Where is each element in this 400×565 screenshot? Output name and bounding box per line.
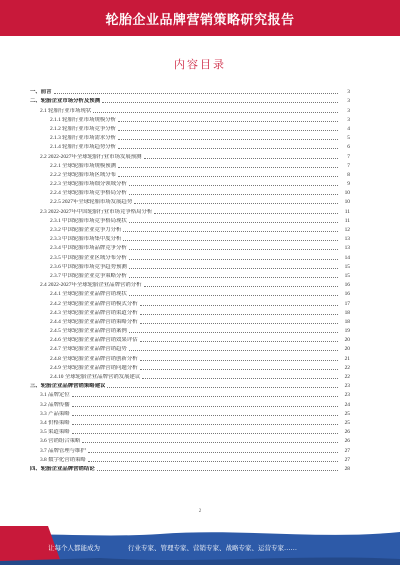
toc-entry-page: 26 — [344, 438, 350, 445]
footer-banner — [0, 526, 400, 565]
toc-leader-dots — [107, 386, 338, 388]
toc-entry-label: 2.3.1 中国轮胎市场竞争格局现状 — [50, 217, 127, 224]
toc-entry-page: 5 — [347, 135, 350, 142]
toc-entry-label: 3.5 渠道策略 — [40, 429, 70, 436]
toc-entry[interactable] — [30, 233, 350, 242]
toc-entry[interactable] — [30, 444, 350, 453]
toc-entry-page: 15 — [344, 263, 350, 270]
toc-entry[interactable] — [30, 389, 350, 398]
toc-entry[interactable] — [30, 95, 350, 104]
toc-entry-label: 2.4.7 全球轮胎企业品牌营销趋势 — [50, 346, 127, 353]
toc-entry-page: 16 — [344, 282, 350, 289]
toc-leader-dots — [134, 202, 338, 204]
toc-entry-page: 11 — [344, 217, 350, 224]
toc-entry-label: 2.3.4 中国轮胎市场品牌竞争分析 — [50, 245, 127, 252]
toc-entry-page: 20 — [344, 337, 350, 344]
toc-entry-label: 2.4.3 全球轮胎企业品牌营销渠道分析 — [50, 309, 138, 316]
toc-leader-dots — [123, 230, 338, 232]
toc-leader-dots — [102, 101, 338, 103]
toc-entry-page: 21 — [344, 355, 350, 362]
toc-entry-label: 2.4.10 全球轮胎企业品牌营销发展建议 — [50, 374, 141, 380]
toc-heading: 内容目录 — [174, 58, 226, 71]
toc-entry[interactable] — [30, 325, 350, 334]
report-title: 轮胎企业品牌营销策略研究报告 — [105, 13, 295, 28]
toc-entry-page: 25 — [344, 419, 350, 426]
toc-entry-page: 17 — [344, 300, 350, 307]
toc-entry-page: 10 — [344, 190, 350, 197]
toc-entry[interactable] — [30, 316, 350, 325]
toc-entry-page: 19 — [344, 328, 350, 335]
toc-leader-dots — [129, 349, 338, 351]
toc-entry[interactable] — [30, 270, 350, 279]
toc-entry-label: 2.2.3 全球轮胎市场细分领域分析 — [50, 181, 127, 188]
toc-entry[interactable] — [30, 104, 350, 113]
toc-entry[interactable] — [30, 279, 350, 288]
toc-entry-page: 23 — [344, 392, 350, 399]
toc-entry-page: 7 — [347, 153, 350, 160]
toc-entry-page: 6 — [347, 144, 350, 151]
toc-leader-dots — [129, 248, 338, 250]
toc-entry-label: 2.2.5 2027年全球轮胎市场发展趋势 — [50, 199, 133, 206]
toc-entry[interactable] — [30, 261, 350, 270]
toc-entry-page: 8 — [347, 171, 350, 178]
footer-tags: 行业专家、管理专家、营销专家、战略专家、运营专家…… — [128, 544, 297, 552]
toc-leader-dots — [129, 294, 338, 296]
toc-entry-label: 2.3.7 中国轮胎企业竞争策略分析 — [50, 272, 127, 279]
toc-entry-label: 2.2.2 全球轮胎市场区域分布 — [50, 171, 117, 178]
toc-entry[interactable] — [30, 123, 350, 132]
toc-entry[interactable] — [30, 150, 350, 159]
toc-leader-dots — [142, 377, 338, 379]
toc-entry-label: 2.1.1 轮胎行业市场规模分析 — [50, 116, 117, 123]
toc-entry-page: 3 — [347, 89, 350, 96]
toc-entry-page: 26 — [344, 429, 350, 436]
toc-entry-label: 二、轮胎企业市场分析及预测 — [30, 98, 101, 105]
toc-entry-page: 3 — [347, 107, 350, 114]
toc-entry[interactable] — [30, 417, 350, 426]
toc-entry-label: 3.2 品牌传播 — [40, 401, 70, 408]
toc-leader-dots — [140, 340, 338, 342]
toc-entry-label: 2.4.9 全球轮胎企业品牌营销问题分析 — [50, 364, 138, 371]
toc-entry-label: 2.3 2022-2027年中国轮胎行业市场竞争格局分析 — [40, 208, 153, 215]
toc-entry[interactable] — [30, 288, 350, 297]
toc-entry-page: 9 — [347, 181, 350, 188]
toc-entry[interactable] — [30, 169, 350, 178]
toc-entry[interactable] — [30, 398, 350, 407]
toc-leader-dots — [118, 175, 338, 177]
toc-entry-label: 2.3.5 中国轮胎企业区域分布分析 — [50, 254, 127, 261]
toc-entry-label: 2.4.6 全球轮胎企业品牌营销效果评估 — [50, 337, 138, 344]
toc-entry[interactable] — [30, 362, 350, 371]
toc-entry-label: 2.1.3 轮胎行业市场需求分析 — [50, 135, 117, 142]
toc-leader-dots — [129, 276, 338, 278]
toc-leader-dots — [129, 184, 338, 186]
toc-entry[interactable] — [30, 86, 350, 95]
toc-entry[interactable] — [30, 132, 350, 141]
toc-entry-page: 15 — [344, 272, 350, 279]
toc-entry-label: 3.8 数字化营销策略 — [40, 456, 86, 463]
toc-entry-label: 2.4.1 全球轮胎企业品牌营销现状 — [50, 291, 127, 298]
report-header-banner — [0, 0, 400, 36]
toc-leader-dots — [82, 441, 338, 443]
toc-entry-page: 24 — [344, 401, 350, 408]
toc-entry[interactable] — [30, 307, 350, 316]
toc-entry-label: 2.3.6 中国轮胎市场竞争趋势预测 — [50, 263, 127, 270]
toc-entry[interactable] — [30, 205, 350, 214]
toc-entry[interactable] — [30, 224, 350, 233]
toc-entry-label: 2.2 2022-2027年全球轮胎行业市场发展预测 — [40, 153, 142, 160]
toc-entry-label: 2.4 2022-2027年全球轮胎企业品牌营销分析 — [40, 282, 142, 289]
toc-leader-dots — [144, 285, 338, 287]
toc-leader-dots — [129, 258, 338, 260]
toc-entry[interactable] — [30, 334, 350, 343]
toc-entry-page: 18 — [344, 318, 350, 325]
toc-entry-page: 7 — [347, 162, 350, 169]
toc-entry[interactable] — [30, 352, 350, 361]
toc-entry-page: 25 — [344, 410, 350, 417]
toc-leader-dots — [97, 469, 338, 471]
toc-leader-dots — [129, 331, 338, 333]
toc-leader-dots — [123, 239, 338, 241]
toc-entry-label: 3.7 品牌管理与维护 — [40, 447, 86, 454]
toc-entry[interactable] — [30, 196, 350, 205]
toc-leader-dots — [72, 395, 338, 397]
toc-entry-page: 4 — [347, 125, 350, 132]
toc-entry[interactable] — [30, 251, 350, 260]
toc-leader-dots — [140, 359, 338, 361]
toc-entry[interactable] — [30, 178, 350, 187]
toc-entry-page: 14 — [344, 254, 350, 261]
toc-entry-page: 22 — [344, 374, 350, 380]
toc-leader-dots — [129, 193, 338, 195]
toc-entry-label: 2.1.4 轮胎行业市场趋势分析 — [50, 144, 117, 151]
footer-slogan: 让每个人都能成为 — [48, 544, 100, 552]
toc-entry-page: 23 — [344, 383, 350, 390]
toc-leader-dots — [88, 451, 338, 453]
toc-entry[interactable] — [30, 242, 350, 251]
toc-leader-dots — [129, 221, 338, 223]
toc-entry-label: 2.2.4 全球轮胎市场竞争格局分析 — [50, 190, 127, 197]
toc-leader-dots — [118, 166, 338, 168]
table-of-contents — [30, 86, 350, 472]
toc-entry-page: 12 — [344, 227, 350, 233]
toc-entry-page: 13 — [344, 236, 350, 243]
toc-leader-dots — [72, 432, 338, 434]
toc-entry-label: 一、前言 — [30, 89, 52, 96]
toc-entry[interactable] — [30, 114, 350, 123]
toc-entry-label: 2.4.5 全球轮胎企业品牌营销案例 — [50, 328, 127, 335]
toc-leader-dots — [154, 212, 338, 214]
toc-entry-page: 11 — [344, 208, 350, 215]
toc-leader-dots — [118, 129, 338, 131]
toc-leader-dots — [72, 414, 338, 416]
toc-entry-label: 3.3 产品策略 — [40, 410, 70, 417]
toc-entry-page: 10 — [344, 199, 350, 206]
toc-leader-dots — [140, 313, 338, 315]
toc-leader-dots — [93, 111, 338, 113]
toc-entry-page: 18 — [344, 309, 350, 316]
toc-entry[interactable] — [30, 426, 350, 435]
toc-entry[interactable] — [30, 187, 350, 196]
toc-entry-label: 2.3.2 中国轮胎企业竞争力分析 — [50, 227, 122, 233]
toc-entry-label: 2.3.3 中国轮胎市场集中度分析 — [50, 236, 122, 243]
toc-entry-label: 3.4 价格策略 — [40, 419, 70, 426]
toc-entry-label: 2.4.8 全球轮胎企业品牌营销创新分析 — [50, 355, 138, 362]
toc-entry-page: 28 — [344, 465, 350, 472]
toc-leader-dots — [129, 267, 338, 269]
toc-entry-label: 四、轮胎企业品牌营销结论 — [30, 465, 95, 472]
toc-entry-page: 22 — [344, 364, 350, 371]
toc-entry[interactable] — [30, 435, 350, 444]
toc-entry-label: 三、轮胎企业品牌营销策略建议 — [30, 383, 106, 390]
toc-leader-dots — [88, 460, 338, 462]
toc-entry[interactable] — [30, 463, 350, 472]
toc-entry-label: 2.4.4 全球轮胎企业品牌营销策略分析 — [50, 318, 138, 325]
toc-entry-label: 3.1 品牌定位 — [40, 392, 70, 399]
toc-entry-page: 3 — [347, 98, 350, 105]
toc-entry[interactable] — [30, 371, 350, 380]
toc-entry-label: 2.1 轮胎行业市场现状 — [40, 107, 92, 114]
toc-entry-label: 2.2.1 全球轮胎市场规模预测 — [50, 162, 117, 169]
toc-leader-dots — [118, 147, 338, 149]
toc-leader-dots — [144, 157, 338, 159]
toc-entry-page: 27 — [344, 447, 350, 454]
toc-entry[interactable] — [30, 141, 350, 150]
toc-entry-label: 3.6 营销组合策略 — [40, 438, 81, 445]
toc-entry-label: 2.4.2 全球轮胎企业品牌营销模式分析 — [50, 300, 138, 307]
toc-leader-dots — [118, 138, 338, 140]
toc-entry[interactable] — [30, 297, 350, 306]
page-number: 2 — [198, 509, 202, 514]
toc-leader-dots — [140, 322, 338, 324]
toc-entry-page: 20 — [344, 346, 350, 353]
toc-entry[interactable] — [30, 343, 350, 352]
toc-entry[interactable] — [30, 215, 350, 224]
toc-leader-dots — [54, 92, 338, 94]
toc-entry[interactable] — [30, 454, 350, 463]
toc-leader-dots — [118, 120, 338, 122]
toc-entry[interactable] — [30, 380, 350, 389]
toc-entry[interactable] — [30, 408, 350, 417]
toc-entry-page: 27 — [344, 456, 350, 463]
toc-entry-page: 16 — [344, 291, 350, 298]
toc-leader-dots — [72, 423, 338, 425]
toc-leader-dots — [72, 405, 338, 407]
toc-entry-label: 2.1.2 轮胎行业市场竞争分析 — [50, 125, 117, 132]
toc-entry-page: 3 — [347, 116, 350, 123]
toc-entry-page: 13 — [344, 245, 350, 252]
toc-leader-dots — [140, 368, 338, 370]
toc-leader-dots — [140, 304, 338, 306]
toc-entry[interactable] — [30, 160, 350, 169]
